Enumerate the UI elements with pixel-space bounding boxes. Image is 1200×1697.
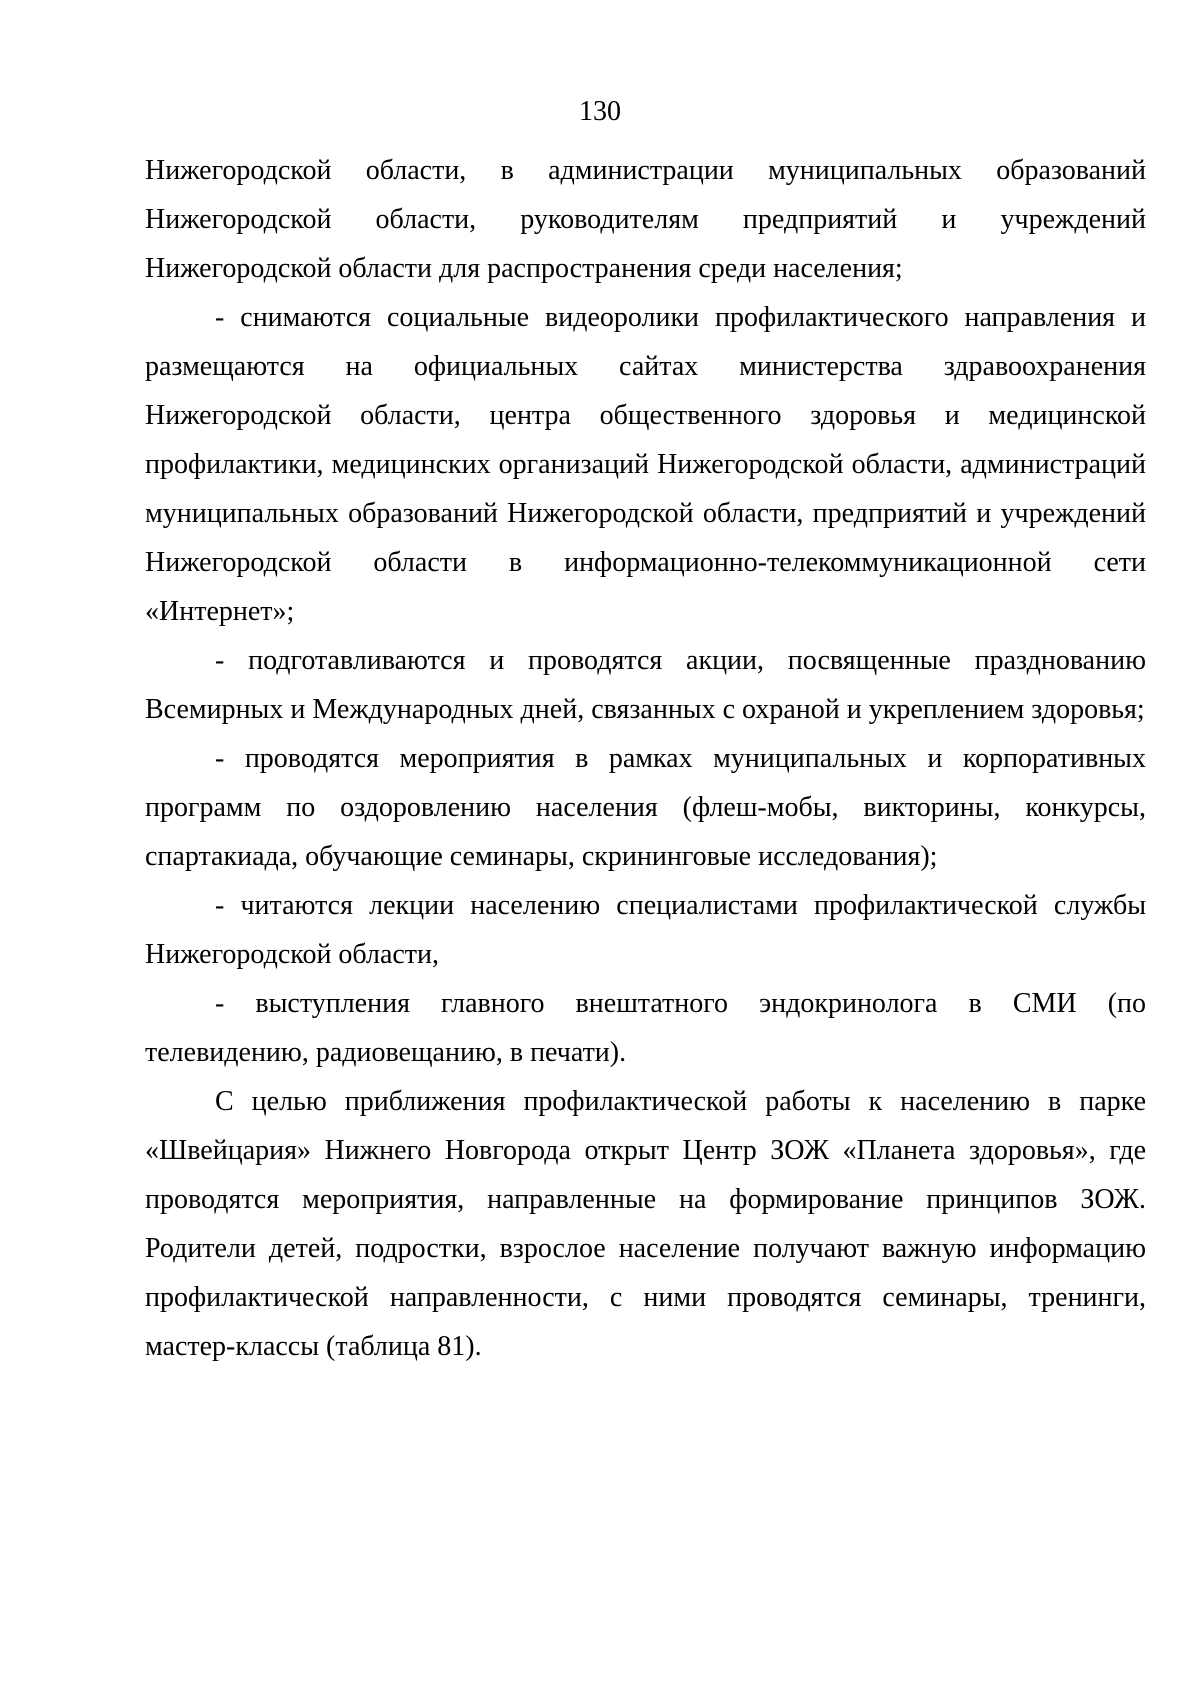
paragraph-list-item-media: - выступления главного внештатного эндокринолога в СМИ (по телевидению, радиовещанию, в печати). (145, 988, 1146, 1068)
paragraph-health-center: С целью приближения профилактической работы к населению в парке «Швейцария» Нижнего Новгорода открыт Центр ЗОЖ «Планета здоровья», где проводятся мероприятия, направленные на формирование принципов ЗОЖ. Родители детей, подростки, взрослое население получают важную информацию профилактической направленности, с ними проводятся семинары, тренинги, мастер-классы (таблица 81). (145, 1086, 1146, 1362)
paragraph-list-item-actions: - подготавливаются и проводятся акции, посвященные празднованию Всемирных и Международных дней, связанных с охраной и укреплением здоровья; (145, 645, 1146, 725)
document-body (145, 146, 1146, 1371)
paragraph-continuation: Нижегородской области, в администрации муниципальных образований Нижегородской области, руководителям предприятий и учреждений Нижегородской области для распространения среди населения; (145, 155, 1146, 284)
page-number: 130 (579, 96, 621, 127)
paragraph-list-item-videos: - снимаются социальные видеоролики профилактического направления и размещаются на официальных сайтах министерства здравоохранения Нижегородской области, центра общественного здоровья и медицинской профилактики, медицинских организаций Нижегородской области, администраций муниципальных образований Нижегородской области, предприятий и учреждений Нижегородской области в информационно-телекоммуникационной сети «Интернет»; (145, 302, 1146, 627)
paragraph-list-item-events: - проводятся мероприятия в рамках муниципальных и корпоративных программ по оздоровлению населения (флеш-мобы, викторины, конкурсы, спартакиада, обучающие семинары, скрининговые исследования); (145, 743, 1146, 872)
paragraph-list-item-lectures: - читаются лекции населению специалистами профилактической службы Нижегородской области, (145, 890, 1146, 970)
